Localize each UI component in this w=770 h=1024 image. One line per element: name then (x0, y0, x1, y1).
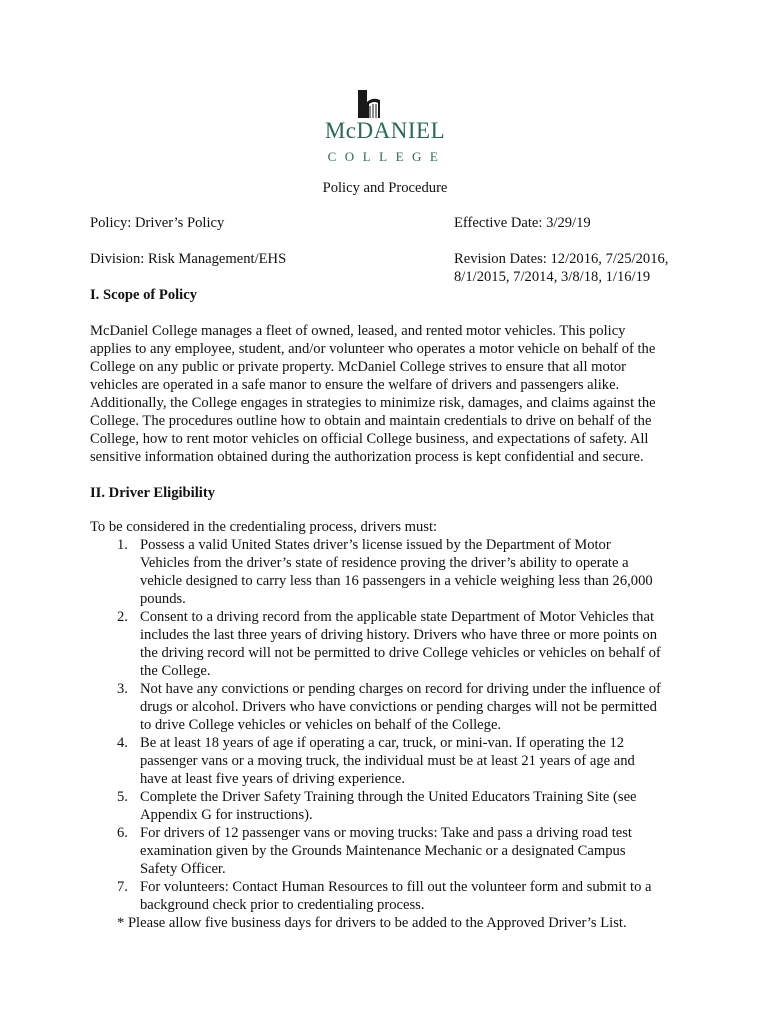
paragraph-line: College, how to rent motor vehicles on official College business, and expectations of safety. All (90, 431, 649, 447)
eligibility-intro: To be considered in the credentialing process, drivers must: (90, 519, 438, 535)
document-title: Policy and Procedure (322, 180, 448, 196)
tower-arch-icon (358, 90, 380, 118)
eligibility-list (90, 518, 690, 932)
section-heading-eligibility: II. Driver Eligibility (90, 485, 215, 501)
paragraph-line: Additionally, the College engages in strategies to minimize risk, damages, and claims against the (90, 395, 656, 411)
policy-name: Policy: Driver’s Policy (90, 215, 225, 231)
section-heading-scope: I. Scope of Policy (90, 287, 198, 303)
list-item: 1. Possess a valid United States driver’s license issued by the Department of Motor Vehicles from the driver’s state of residence proving the driver’s ability to operate a vehicle designed to carry less than 16 passengers in a vehicle weighing less than 26,000 pounds. (117, 537, 653, 607)
paragraph-line: applies to any employee, student, and/or volunteer who operates a motor vehicle on behalf of the (90, 341, 656, 357)
list-item: 4. Be at least 18 years of age if operating a car, truck, or mini-van. If operating the 12 passenger vans or a moving truck, the individual must be at least 21 years of age and have at least five years of driving experience. (117, 735, 635, 787)
list-item: 7. For volunteers: Contact Human Resources to fill out the volunteer form and submit to a background check prior to credentialing process. (117, 879, 652, 913)
division: Division: Risk Management/EHS (90, 251, 287, 267)
list-item: 3. Not have any convictions or pending charges on record for driving under the influence of drugs or alcohol. Drivers who have convictions or pending charges will not be permitted to drive College vehicles or vehicles on behalf of the College. (117, 681, 661, 733)
list-item: 2. Consent to a driving record from the applicable state Department of Motor Vehicles that includes the last three years of driving history. Drivers who have three or more points on the driving record will not be permitted to drive College vehicles or vehicles on behalf of the College. (117, 609, 661, 679)
revision-dates (454, 250, 668, 286)
college-logo (320, 90, 450, 164)
revision-line: 8/1/2015, 7/2014, 3/8/18, 1/16/19 (454, 269, 651, 285)
eligibility-note: * Please allow five business days for drivers to be added to the Approved Driver’s List. (117, 915, 627, 931)
logo-subtitle: COLLEGE (327, 149, 447, 164)
paragraph-line: College. The procedures outline how to obtain and maintain credentials to drive on behalf of the (90, 413, 652, 429)
paragraph-line: sensitive information obtained during the authorization process is kept confidential and secure. (90, 449, 644, 465)
list-item: 5. Complete the Driver Safety Training through the United Educators Training Site (see Appendix G for instructions). (117, 789, 637, 823)
logo-wordmark: McDANIEL (324, 118, 446, 143)
effective-date: Effective Date: 3/29/19 (454, 215, 591, 231)
list-item: 6. For drivers of 12 passenger vans or moving trucks: Take and pass a driving road test examination given by the Grounds Maintenance Mechanic or a designated Campus Safety Officer. (117, 825, 632, 877)
scope-paragraph (90, 322, 680, 466)
paragraph-line: vehicles are operated in a safe manor to ensure the welfare of drivers and passengers alike. (90, 377, 620, 393)
paragraph-line: McDaniel College manages a fleet of owned, leased, and rented motor vehicles. This policy (90, 323, 626, 339)
revision-line: Revision Dates: 12/2016, 7/25/2016, (454, 251, 669, 267)
paragraph-line: College on any public or private property. McDaniel College strives to ensure that all motor (90, 359, 627, 375)
